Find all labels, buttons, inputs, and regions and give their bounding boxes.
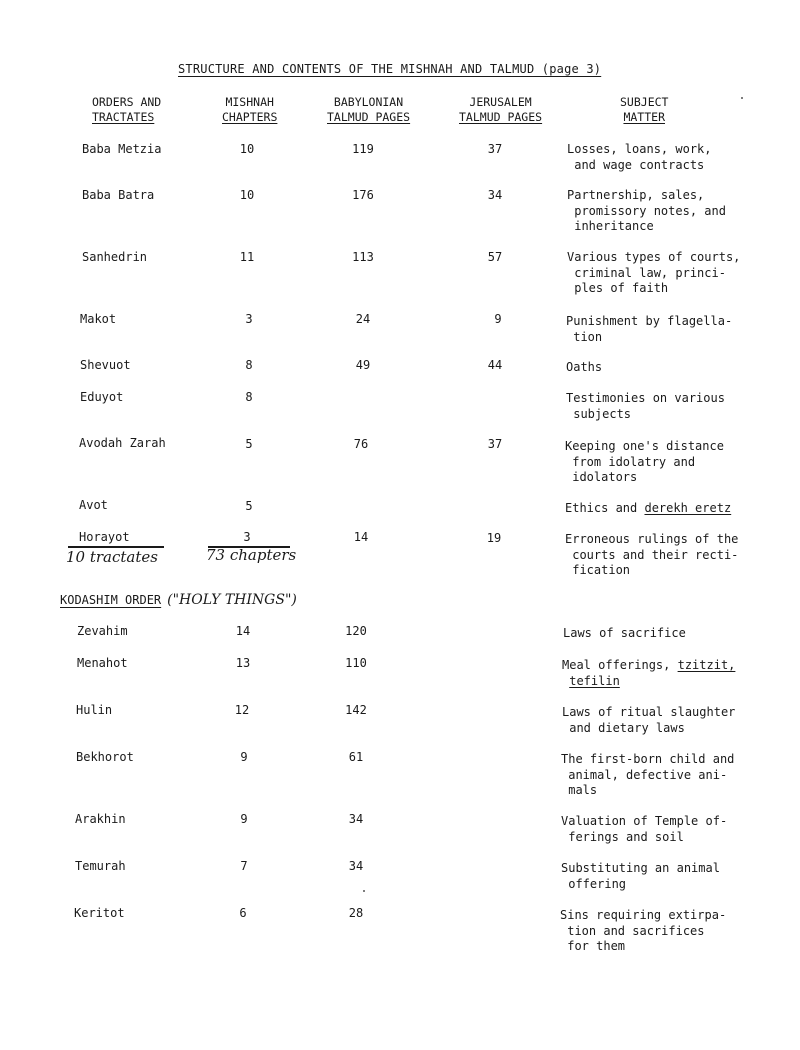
header-chapters: [222, 95, 277, 125]
chapters-count: 5: [245, 437, 253, 451]
tractate-name: Horayot: [79, 530, 130, 544]
chapters-count: 9: [240, 750, 248, 764]
header-babylonian: [327, 95, 410, 125]
babylonian-pages: 120: [345, 624, 367, 638]
handwritten-tractates-total: 10 tractates: [66, 548, 158, 566]
jerusalem-pages: 34: [487, 188, 503, 202]
chapters-count: 12: [234, 703, 250, 717]
subject-matter: Erroneous rulings of the courts and their recti- fication: [565, 532, 739, 577]
subject-underlined-term: tzitzit,: [677, 658, 736, 672]
babylonian-pages: 28: [348, 906, 364, 920]
chapters-count: 10: [239, 188, 255, 202]
babylonian-pages: 110: [345, 656, 367, 670]
chapters-count: 3: [245, 312, 253, 326]
subject-matter: Losses, loans, work, and wage contracts: [567, 142, 712, 172]
tractate-name: Keritot: [74, 906, 125, 920]
jerusalem-pages: 44: [487, 358, 503, 372]
tractate-name: Avodah Zarah: [79, 436, 166, 450]
subject-matter: [562, 658, 735, 689]
subject-matter: Laws of sacrifice: [563, 626, 686, 640]
subject-underlined-term-2: tefilin: [569, 673, 620, 688]
chapters-count: 8: [245, 358, 253, 372]
babylonian-pages: 176: [352, 188, 374, 202]
section-label: KODASHIM ORDER: [60, 593, 162, 607]
tractate-name: Baba Metzia: [82, 142, 162, 156]
chapters-count: 8: [245, 390, 253, 404]
tractate-name: Shevuot: [80, 358, 131, 372]
tractate-name: Makot: [80, 312, 117, 326]
subject-matter: Partnership, sales, promissory notes, and inheritance: [567, 188, 726, 233]
babylonian-pages: 119: [352, 142, 374, 156]
babylonian-pages: 14: [353, 530, 369, 544]
chapters-count: 14: [235, 624, 251, 638]
section-heading: [60, 592, 297, 608]
jerusalem-pages: 57: [487, 250, 503, 264]
subject-matter: Oaths: [566, 360, 603, 374]
header-subject-line2: MATTER: [623, 110, 665, 124]
header-orders-line1: ORDERS AND: [92, 95, 162, 109]
subject-matter: The first-born child and animal, defective ani- mals: [561, 752, 735, 797]
subject-matter: Sins requiring extirpa- tion and sacrifices for them: [560, 908, 727, 953]
header-chapters-line1: MISHNAH: [225, 95, 274, 109]
jerusalem-pages: 19: [486, 531, 502, 545]
chapters-count: 5: [245, 499, 253, 513]
subject-matter: Substituting an animal offering: [561, 861, 720, 891]
babylonian-pages: 49: [355, 358, 371, 372]
tractate-name: Bekhorot: [76, 750, 134, 764]
header-jerusalem-line1: JERUSALEM: [469, 95, 532, 109]
babylonian-pages: 76: [353, 437, 369, 451]
tractate-name: Arakhin: [75, 812, 126, 826]
chapters-count: 3: [243, 530, 251, 544]
subject-matter: [565, 501, 731, 517]
speck: [741, 97, 743, 99]
subject-matter: Various types of courts, criminal law, princi- ples of faith: [567, 250, 741, 295]
babylonian-pages: 24: [355, 312, 371, 326]
subject-matter: Keeping one's distance from idolatry and idolators: [565, 439, 724, 484]
header-jerusalem: [459, 95, 542, 125]
chapters-count: 7: [240, 859, 248, 873]
header-subject: [620, 95, 668, 125]
subject-matter: Testimonies on various subjects: [566, 391, 725, 421]
babylonian-pages: 142: [345, 703, 367, 717]
header-jerusalem-line2: TALMUD PAGES: [459, 110, 543, 124]
tractate-name: Baba Batra: [82, 188, 155, 202]
chapters-count: 9: [240, 812, 248, 826]
tractate-name: Temurah: [75, 859, 126, 873]
page-title: STRUCTURE AND CONTENTS OF THE MISHNAH AND TALMUD (page 3): [178, 62, 602, 76]
subject-text: Ethics and: [565, 501, 645, 515]
tractate-name: Menahot: [77, 656, 128, 670]
header-babylonian-line2: TALMUD PAGES: [327, 110, 411, 124]
jerusalem-pages: 37: [487, 142, 503, 156]
subject-matter: Valuation of Temple of- ferings and soil: [561, 814, 728, 844]
subject-matter: Laws of ritual slaughter and dietary laws: [562, 705, 736, 735]
babylonian-pages: 113: [352, 250, 374, 264]
jerusalem-pages: 9: [494, 312, 502, 326]
header-orders: [92, 95, 161, 125]
handwritten-chapters-total: 73 chapters: [206, 546, 297, 564]
subject-matter: Punishment by flagella- tion: [566, 314, 733, 344]
header-orders-line2: TRACTATES: [92, 110, 155, 124]
tractate-name: Zevahim: [77, 624, 128, 638]
header-babylonian-line1: BABYLONIAN: [333, 95, 404, 109]
header-chapters-line2: CHAPTERS: [222, 110, 278, 124]
tractate-name: Sanhedrin: [82, 250, 148, 264]
chapters-count: 11: [239, 250, 255, 264]
babylonian-pages: 34: [348, 859, 364, 873]
header-subject-line1: SUBJECT: [620, 95, 669, 109]
babylonian-pages: 61: [348, 750, 364, 764]
subject-underlined-term: derekh eretz: [644, 501, 732, 515]
jerusalem-pages: 37: [487, 437, 503, 451]
tractate-name: Eduyot: [80, 390, 124, 404]
speck: [363, 890, 365, 892]
chapters-count: 10: [239, 142, 255, 156]
subject-text: Meal offerings,: [562, 658, 678, 672]
chapters-count: 6: [239, 906, 247, 920]
tractate-name: Hulin: [76, 703, 113, 717]
chapters-count: 13: [235, 656, 251, 670]
tractate-name: Avot: [79, 498, 108, 512]
section-handwritten-note: ("HOLY THINGS"): [167, 592, 297, 608]
babylonian-pages: 34: [348, 812, 364, 826]
